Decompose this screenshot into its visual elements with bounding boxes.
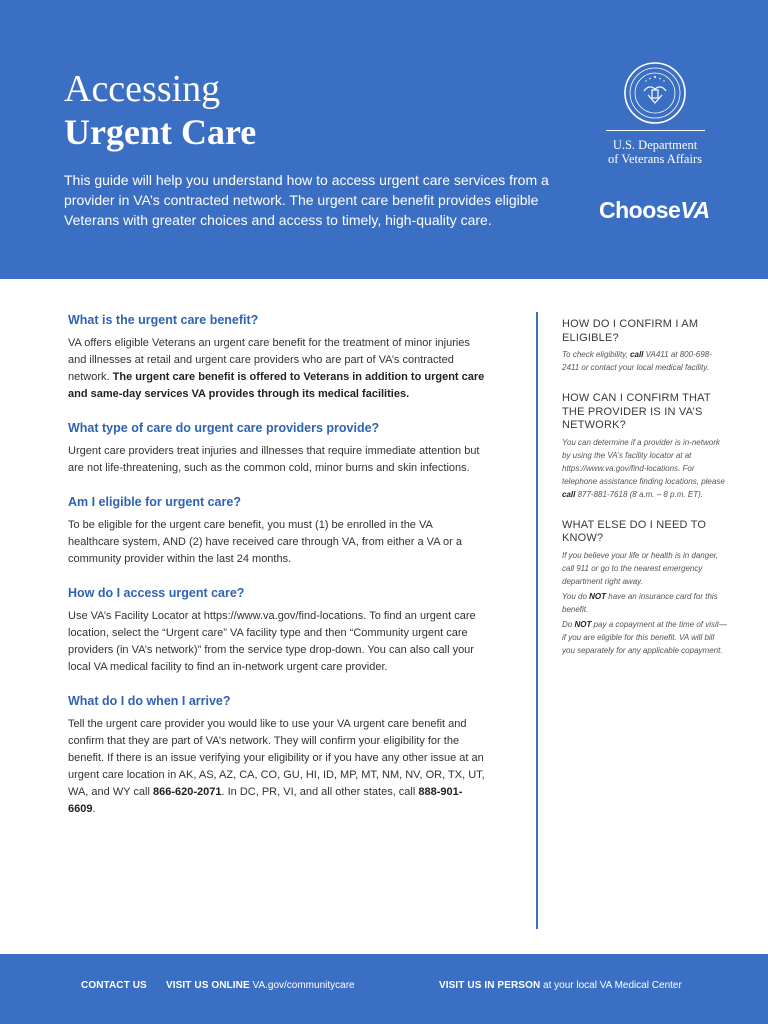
answer-arrive [68,716,486,818]
sidebar-question-1: HOW DO I CONFIRM I AM ELIGIBLE? [562,318,699,344]
sidebar-answer-2-post: 877-881-7618 (8 a.m. – 8 p.m. ET). [577,489,703,499]
answer-access: Use VA’s Facility Locator at https://www.va.gov/find-locations. To find an urgent care location, select the “Urgent care” VA facility type and then “Community urgent care providers (in VA’s network)” from the service type drop-down. You can also call your local VA medical facility to find an in-network urgent care provider. [68,610,476,673]
question-arrive: What do I do when I arrive? [68,694,231,708]
sidebar-answer-1-bold: call [630,350,644,359]
intro-paragraph: This guide will help you understand how to access urgent care services from a provider in VA’s contracted network. The urgent care benefit provides eligible Veterans with greater choices and access to timely, high-quality care. [64,172,549,228]
sidebar-answer-2-bold: call [562,489,576,499]
sidebar-network [562,392,727,501]
section-access [68,585,486,676]
footer-visit-online [166,980,355,992]
question-eligibility: Am I eligible for urgent care? [68,495,241,509]
dept-line-1: U.S. Department [612,138,698,152]
sidebar-answer-3b-post: have an insurance card for this benefit. [562,591,718,614]
answer-benefit-bold: The urgent care benefit is offered to Veterans in addition to urgent care and same-day services VA provides through its medical facilities. [68,371,485,400]
sidebar-answer-2-pre: You can determine if a provider is in-network by using the VA’s facility locator at at https://www.va.gov/find-locations. For telephone assistance finding locations, please [562,437,725,486]
sidebar-answer-3c-post: pay a copayment at the time of visit—if you are eligible for this benefit. VA will bill you separately for any applicable copayment. [562,619,727,655]
sidebar [562,318,727,675]
section-arrive [68,693,486,818]
choose-text: Choose [599,197,681,223]
sidebar-eligibility [562,318,727,374]
sidebar-know [562,519,727,657]
sidebar-answer-1 [562,348,727,374]
footer-contact-link[interactable]: CONTACT US [81,980,147,991]
sidebar-question-3: WHAT ELSE DO I NEED TO KNOW? [562,518,707,544]
choose-va-logo [599,199,710,222]
answer-arrive-end: . [92,803,96,815]
dept-line-2: of Veterans Affairs [608,152,702,166]
answer-benefit [68,335,486,403]
question-care-type: What type of care do urgent care providers provide? [68,421,380,435]
choose-va-text: VA [680,197,710,223]
sidebar-question-2: HOW CAN I CONFIRM THAT THE PROVIDER IS IN VA’S NETWORK? [562,392,711,431]
answer-arrive-text: Tell the urgent care provider you would like to use your VA urgent care benefit and confirm that they are part of VA’s network. They will confirm your eligibility for the benefit. If there is an issue verifying your eligibility or if you have any other issue at an urgent care location in AK, AS, AZ, CA, CO, GU, HI, ID, MP, MT, NM, NV, OR, TX, UT, WA, and WY call [68,718,485,798]
sidebar-answer-3c-pre: Do [562,619,573,629]
answer-eligibility: To be eligible for the urgent care benefit, you must (1) be enrolled in the VA healthcare system, AND (2) have received care through VA, from either a VA or a community provider within the last 24 months. [68,519,462,565]
sidebar-answer-3b-bold: NOT [589,591,607,601]
title-accessing: Accessing [64,68,221,110]
sidebar-answer-3c-bold: NOT [574,619,592,629]
section-care-type [68,420,486,477]
phone-number-1[interactable]: 866-620-2071 [152,786,222,798]
phone-number-2[interactable]: 888-901-6609 [68,786,463,815]
footer-online-label: VISIT US ONLINE [166,980,250,991]
sidebar-answer-3b-pre: You do [562,591,587,601]
footer-visit-in-person [439,980,682,992]
footer-person-text: at your local VA Medical Center [543,980,682,991]
question-access: How do I access urgent care? [68,586,245,600]
answer-arrive-middle: . In DC, PR, VI, and all other states, call [221,786,416,798]
sidebar-answer-3a: If you believe your life or health is in danger, call 911 or go to the nearest emergency department right away. [562,550,719,586]
answer-benefit-text: VA offers eligible Veterans an urgent care benefit for the treatment of minor injuries and illnesses at retail and urgent care providers who are part of VA’s contracted network. [68,337,470,383]
sidebar-answer-1-pre: To check eligibility, [562,350,628,359]
question-benefit: What is the urgent care benefit? [68,313,259,327]
dept-name [598,138,712,166]
section-benefit [68,312,486,403]
sidebar-answer-3c [562,618,727,657]
column-divider [536,312,538,929]
main-content [68,312,486,835]
answer-care-type: Urgent care providers treat injuries and illnesses that require immediate attention but are not life-threatening, such as the common cold, minor burns and skin infections. [68,445,480,474]
title-urgent-care: Urgent Care [64,112,257,152]
section-eligibility [68,494,486,568]
footer-online-url[interactable]: VA.gov/communitycare [252,980,355,991]
footer-person-label: VISIT US IN PERSON [439,980,541,991]
sidebar-answer-2 [562,436,727,501]
sidebar-answer-3b [562,590,727,616]
dept-rule [606,130,705,131]
va-seal-icon [624,62,686,124]
sidebar-answer-1-post: VA411 at 800-698-2411 or contact your local medical facility. [562,350,712,372]
